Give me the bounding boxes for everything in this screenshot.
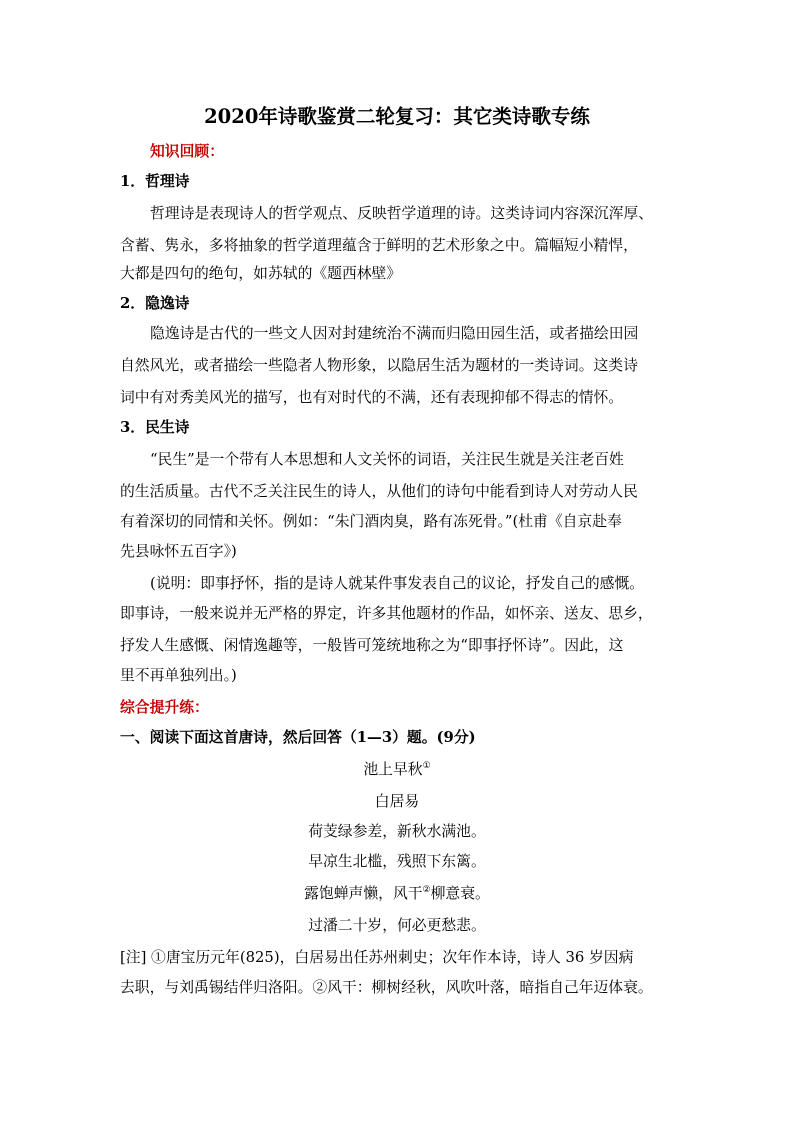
annotation-line: [注] ①唐宝历元年(825)，白居易出任苏州刺史；次年作本诗，诗人 36 岁因病: [120, 949, 634, 966]
paragraph-line: 隐逸诗是古代的一些文人因对封建统治不满而归隐田园生活，或者描绘田园: [150, 325, 639, 342]
poem-line: 荷芰绿参差，新秋水满池。: [308, 823, 486, 840]
footnote-mark: ②: [422, 885, 431, 896]
section-heading-reclusive: 2．隐逸诗: [120, 295, 190, 312]
paragraph-line: “民生”是一个带有人本思想和人文关怀的词语，关注民生就是关注老百姓: [150, 451, 624, 468]
annotation-line: 去职，与刘禹锡结伴归洛阳。②风干：柳树经秋，风吹叶落，暗指自己年迈体衰。: [120, 979, 653, 996]
paragraph-line: 含蓄、隽永，多将抽象的哲学道理蕴含于鲜明的艺术形象之中。篇幅短小精悍，: [120, 237, 638, 254]
practice-heading: 综合提升练：: [120, 699, 209, 716]
poem-title: [0, 760, 794, 780]
paragraph-line: 先县咏怀五百字》): [120, 543, 237, 560]
section-heading-philosophy: 1．哲理诗: [120, 173, 190, 190]
section-heading-livelihood: 3．民生诗: [120, 419, 190, 436]
document-title: 2020年诗歌鉴赏二轮复习：其它类诗歌专练: [204, 105, 590, 128]
footnote-mark: ①: [422, 761, 431, 772]
paragraph-line: 词中有对秀美风光的描写，也有对时代的不满，还有表现抑郁不得志的情怀。: [120, 389, 624, 406]
poem-line: [0, 884, 794, 904]
note-line: 抒发人生感慨、闲情逸趣等，一般皆可笼统地称之为“即事抒怀诗”。因此，这: [120, 637, 624, 654]
poem-author: 白居易: [374, 793, 420, 810]
poem-line: 过潘二十岁，何必更愁悲。: [308, 917, 486, 934]
note-line: (说明：即事抒怀，指的是诗人就某件事发表自己的议论，抒发自己的感慨。: [150, 575, 645, 592]
paragraph-line: 自然风光，或者描绘一些隐者人物形象，以隐居生活为题材的一类诗词。这类诗: [120, 357, 638, 374]
note-line: 即事诗，一般来说并无严格的界定，许多其他题材的作品，如怀亲、送友、思乡，: [120, 605, 653, 622]
poem-line-part: 柳意衰。: [430, 885, 490, 902]
paragraph-line: 有着深切的同情和关怀。例如：“朱门酒肉臭，路有冻死骨。”(杜甫《自京赴奉: [120, 513, 622, 530]
paragraph-line: 大都是四句的绝句，如苏轼的《题西林壁》: [120, 265, 402, 282]
poem-line: 早凉生北槛，残照下东篱。: [308, 853, 486, 870]
paragraph-line: 的生活质量。古代不乏关注民生的诗人，从他们的诗句中能看到诗人对劳动人民: [120, 483, 638, 500]
poem-line-part: 露饱蝉声懒，风干: [304, 885, 423, 902]
question-heading: 一、阅读下面这首唐诗，然后回答（1—3）题。(9分): [120, 729, 476, 746]
note-line: 里不再单独列出。): [120, 667, 237, 684]
paragraph-line: 哲理诗是表现诗人的哲学观点、反映哲学道理的诗。这类诗词内容深沉浑厚、: [150, 205, 654, 222]
knowledge-heading: 知识回顾：: [150, 143, 224, 160]
poem-title-text: 池上早秋: [363, 761, 423, 778]
